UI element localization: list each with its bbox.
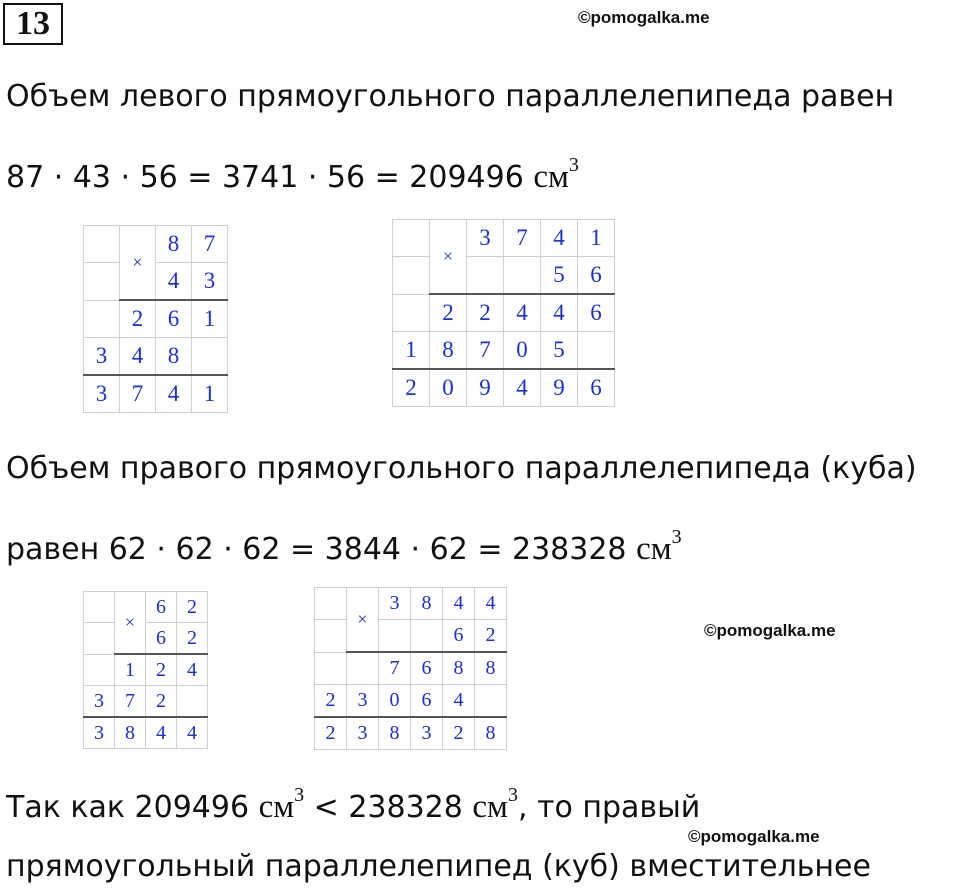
digit-cell: 4 [504, 369, 541, 407]
digit-cell: 6 [411, 685, 443, 718]
digit-cell [393, 294, 430, 332]
digit-cell: 1 [578, 220, 615, 257]
times-sign: × [430, 220, 467, 295]
watermark-bottom: ©pomogalka.me [688, 827, 820, 846]
digit-cell: 8 [379, 717, 411, 750]
digit-cell: 7 [467, 332, 504, 370]
digit-cell: 7 [115, 686, 146, 718]
digit-cell: 6 [578, 294, 615, 332]
digit-cell: 0 [504, 332, 541, 370]
digit-cell: 4 [146, 717, 177, 749]
digit-cell: 6 [578, 369, 615, 407]
digit-cell: 6 [443, 620, 475, 653]
digit-cell: 4 [475, 588, 507, 620]
digit-cell [84, 592, 115, 623]
digit-cell: 1 [192, 375, 228, 413]
digit-cell [315, 620, 347, 653]
digit-cell: 3 [192, 263, 228, 301]
digit-cell: 4 [177, 717, 208, 749]
digit-cell: 2 [120, 300, 156, 338]
digit-cell: 4 [156, 375, 192, 413]
multiplication-grid-62-62 [83, 591, 208, 749]
digit-cell: 6 [578, 257, 615, 295]
digit-cell: 4 [541, 294, 578, 332]
digit-cell [84, 623, 115, 655]
digit-cell: 3 [379, 588, 411, 620]
digit-cell: 4 [504, 294, 541, 332]
digit-cell: 5 [541, 257, 578, 295]
digit-cell [84, 263, 120, 301]
text-line-4 [6, 522, 682, 569]
digit-cell: 9 [467, 369, 504, 407]
watermark-top: ©pomogalka.me [578, 8, 710, 27]
digit-cell: 4 [120, 338, 156, 376]
digit-cell: 7 [192, 226, 228, 263]
digit-cell: 4 [177, 654, 208, 686]
digit-cell: 3 [84, 375, 120, 413]
digit-cell: 2 [393, 369, 430, 407]
digit-cell [315, 652, 347, 685]
text-line-2 [6, 150, 579, 197]
digit-cell: 8 [443, 652, 475, 685]
digit-cell [393, 257, 430, 295]
digit-cell: 2 [177, 592, 208, 623]
digit-cell: 3 [347, 685, 379, 718]
digit-cell: 4 [443, 588, 475, 620]
digit-cell [475, 685, 507, 718]
digit-cell [347, 652, 379, 685]
digit-cell: 1 [393, 332, 430, 370]
unit-cm: $см^3$ [472, 784, 518, 825]
digit-cell: 3 [84, 717, 115, 749]
times-sign: × [347, 588, 379, 653]
digit-cell: 2 [177, 623, 208, 655]
text-line-5 [6, 780, 700, 827]
comparison-text-c: , то правый [517, 790, 701, 825]
digit-cell: 1 [115, 654, 146, 686]
digit-cell: 2 [315, 717, 347, 750]
digit-cell [315, 588, 347, 620]
digit-cell: 8 [411, 588, 443, 620]
digit-cell: 8 [156, 338, 192, 376]
digit-cell: 8 [430, 332, 467, 370]
digit-cell: 7 [379, 652, 411, 685]
digit-cell [379, 620, 411, 653]
digit-cell: 6 [146, 592, 177, 623]
digit-cell: 3 [467, 220, 504, 257]
digit-cell: 4 [443, 685, 475, 718]
digit-cell: 8 [115, 717, 146, 749]
digit-cell [467, 257, 504, 295]
text-line-3: Объем правого прямоугольного параллелепипеда (куба) [6, 451, 917, 486]
digit-cell [192, 338, 228, 376]
digit-cell: 5 [541, 332, 578, 370]
digit-cell: 1 [192, 300, 228, 338]
digit-cell [393, 220, 430, 257]
unit-cm: $см^3$ [636, 526, 682, 567]
digit-cell [578, 332, 615, 370]
digit-cell: 4 [541, 220, 578, 257]
watermark-middle: ©pomogalka.me [704, 621, 836, 640]
expression-right-volume: равен 62 · 62 · 62 = 3844 · 62 = 238328 [6, 532, 637, 567]
digit-cell: 2 [475, 620, 507, 653]
digit-cell: 7 [120, 375, 156, 413]
digit-cell [504, 257, 541, 295]
digit-cell: 7 [504, 220, 541, 257]
digit-cell: 2 [430, 294, 467, 332]
digit-cell: 8 [475, 717, 507, 750]
expression-left-volume: 87 · 43 · 56 = 3741 · 56 = 209496 [6, 160, 534, 195]
digit-cell: 6 [146, 623, 177, 655]
digit-cell: 6 [156, 300, 192, 338]
text-line-1: Объем левого прямоугольного параллелепипеда равен [6, 79, 895, 114]
digit-cell: 9 [541, 369, 578, 407]
digit-cell: 2 [443, 717, 475, 750]
digit-cell: 2 [467, 294, 504, 332]
times-sign: × [115, 592, 146, 655]
digit-cell: 3 [347, 717, 379, 750]
multiplication-grid-3741-56 [392, 219, 615, 407]
digit-cell: 2 [315, 685, 347, 718]
digit-cell: 0 [430, 369, 467, 407]
digit-cell: 8 [156, 226, 192, 263]
digit-cell [411, 620, 443, 653]
comparison-text-a: Так как 209496 [6, 790, 259, 825]
digit-cell [84, 654, 115, 686]
task-number: 13 [3, 3, 63, 45]
multiplication-grid-87-43 [83, 225, 228, 413]
comparison-text-b: < 238328 [304, 790, 473, 825]
digit-cell: 4 [156, 263, 192, 301]
multiplication-grid-3844-62 [314, 587, 507, 750]
digit-cell: 8 [475, 652, 507, 685]
digit-cell [177, 686, 208, 718]
times-sign: × [120, 226, 156, 301]
text-line-6: прямоугольный параллелепипед (куб) вместительнее [6, 849, 871, 884]
unit-cm: $см^3$ [533, 154, 579, 195]
digit-cell: 3 [411, 717, 443, 750]
digit-cell: 0 [379, 685, 411, 718]
digit-cell [84, 226, 120, 263]
digit-cell: 2 [146, 654, 177, 686]
digit-cell: 2 [146, 686, 177, 718]
unit-cm: $см^3$ [258, 784, 305, 825]
digit-cell: 6 [411, 652, 443, 685]
digit-cell: 3 [84, 686, 115, 718]
digit-cell: 3 [84, 338, 120, 376]
digit-cell [84, 300, 120, 338]
